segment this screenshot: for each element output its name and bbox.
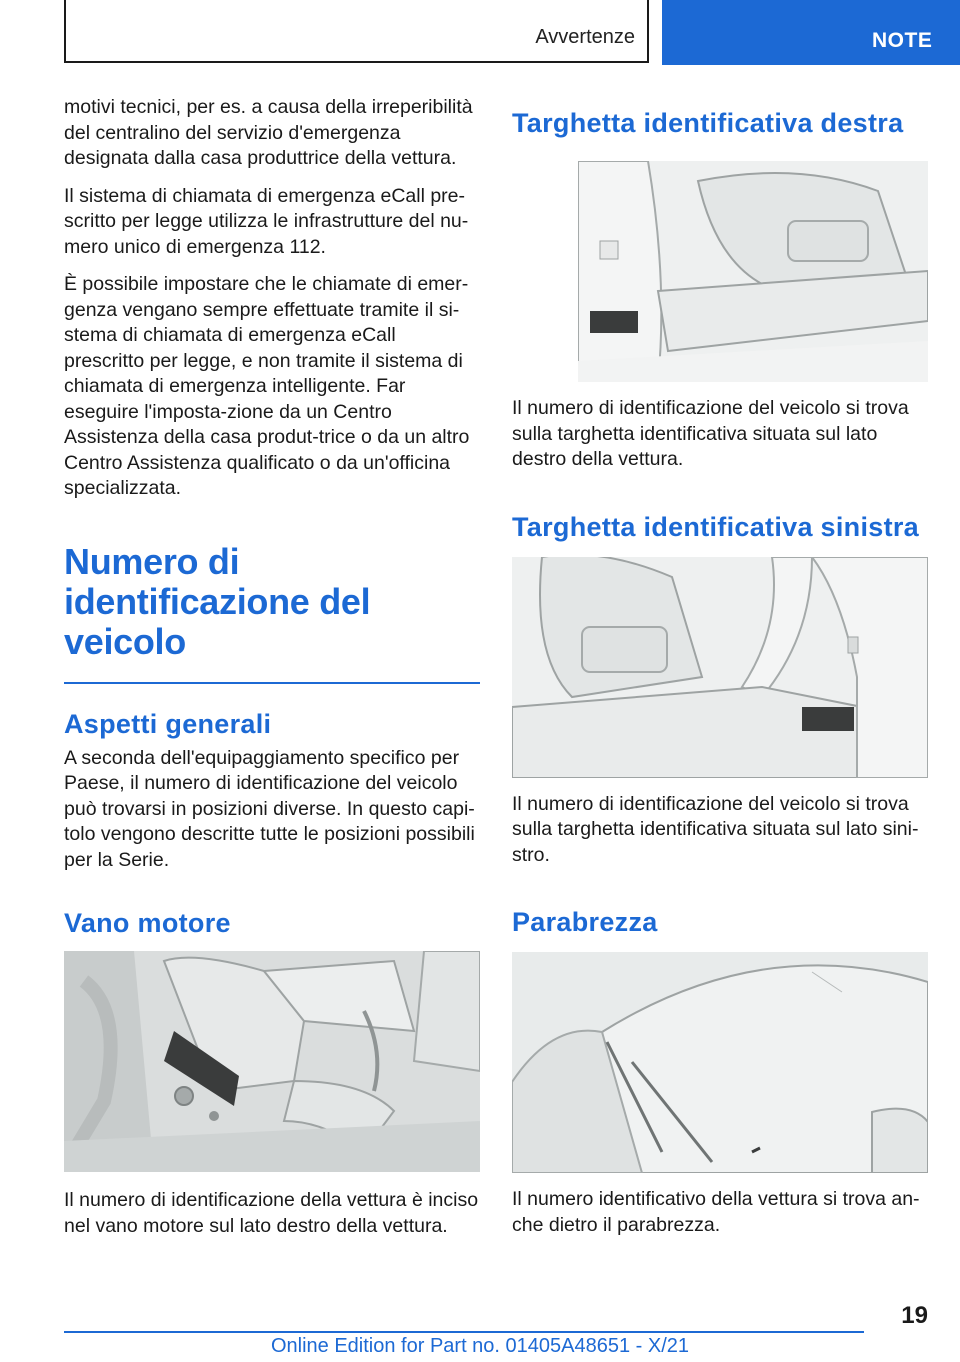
paragraph-engine-bay: Il numero di identificazione della vettura è inciso nel vano motore sul lato destro della vettura. xyxy=(64,1189,479,1237)
right-sill-illustration xyxy=(578,161,928,382)
section-heading-right-plate: Targhetta identificativa destra xyxy=(512,108,904,138)
paragraph-general: A seconda dell'equipaggiamento specifico per Paese, il numero di identificazione del veicolo può trovarsi in posizioni diverse. In questo capi-tolo vengono descritte tutte le posizioni possibili per la Serie. xyxy=(64,746,475,871)
left-sill-illustration xyxy=(512,557,928,778)
section-heading-general: Aspetti generali xyxy=(64,708,272,739)
footer-divider xyxy=(64,1331,864,1333)
page-number: 19 xyxy=(901,1302,928,1329)
footer-edition-text: Online Edition for Part no. 01405A48651 - X/21 xyxy=(270,1335,690,1357)
engine-bay-illustration xyxy=(64,951,480,1172)
paragraph-left-plate: Il numero di identificazione del veicolo si trova sulla targhetta identificativa situata sul lato sini-stro. xyxy=(512,792,919,866)
right-column xyxy=(512,95,928,1250)
paragraph-ecall-legal: Il sistema di chiamata di emergenza eCall pre-scritto per legge utilizza le infrastrutture del nu-mero unico di emergenza 112. xyxy=(64,184,469,258)
section-heading-engine-bay: Vano motore xyxy=(64,908,231,938)
header-tab-label: NOTE xyxy=(872,29,933,52)
windshield-illustration xyxy=(512,952,928,1173)
section-heading-windshield: Parabrezza xyxy=(512,907,658,937)
header-chapter-box xyxy=(64,0,649,63)
paragraph-windshield: Il numero identificativo della vettura si trova an-che dietro il parabrezza. xyxy=(512,1188,920,1236)
section-heading-left-plate: Targhetta identificativa sinistra xyxy=(512,511,920,542)
paragraph-continuation: motivi tecnici, per es. a causa della irreperibilità del centralino del servizio d'emergenza designata dalla casa produttrice della vettura. xyxy=(64,96,473,169)
paragraph-right-plate: Il numero di identificazione del veicolo si trova sulla targhetta identificativa situata sul lato destro della vettura. xyxy=(512,397,909,470)
chapter-title: Numero di identificazione del veicolo xyxy=(64,540,371,662)
paragraph-ecall-setting: È possibile impostare che le chiamate di emer-genza vengano sempre effettuate tramite il si-stema di chiamata di emergenza eCall prescritto per legge, e non tramite il sistema di chiamata di emergenza intelligente. Far eseguire l'imposta-zione da un Centro Assistenza della casa produt-trice o da un altro Centro Assistenza qualificato o da un'officina specializzata. xyxy=(64,273,470,499)
left-column xyxy=(64,95,480,1251)
header-chapter-title: Avvertenze xyxy=(535,26,635,48)
header-section-tab xyxy=(662,0,960,65)
